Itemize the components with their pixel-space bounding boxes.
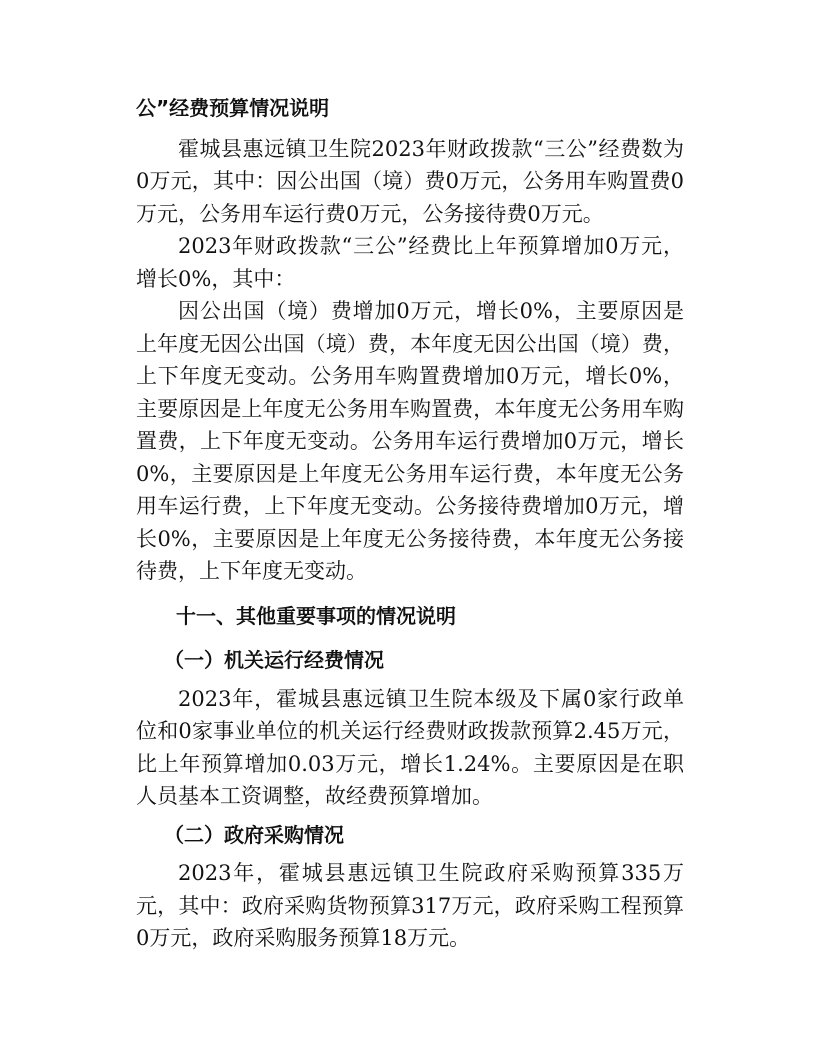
paragraph-three-public-breakdown: 因公出国（境）费增加0万元，增长0%，主要原因是上年度无因公出国（境）费，本年度无因公出国（境）费，上下年度无变动。公务用车购置费增加0万元，增长0%，主要原因是上年度无公务用车购置费，本年度无公务用车购置费，上下年度无变动。公务用车运行费增加0万元，增长0%，主要原因是上年度无公务用车运行费，本年度无公务用车运行费，上下年度无变动。公务接待费增加0万元，增长0%，主要原因是上年度无公务接待费，本年度无公务接待费，上下年度无变动。	[136, 299, 684, 583]
paragraph-three-public-change: 2023年财政拨款“三公”经费比上年预算增加0万元，增长0%，其中：	[136, 234, 684, 291]
subsection-heading-operating-funds: （一）机关运行经费情况	[164, 648, 384, 672]
continued-section-heading: 公”经费预算情况说明	[136, 96, 330, 120]
section-heading-other-matters: 十一、其他重要事项的情况说明	[176, 603, 456, 628]
paragraph-operating-funds: 2023年，霍城县惠远镇卫生院本级及下属0家行政单位和0家事业单位的机关运行经费财政拨款预算2.45万元，比上年预算增加0.03万元，增长1.24%。主要原因是在职人员基本工资调整，故经费预算增加。	[136, 686, 684, 808]
document-body	[136, 92, 684, 955]
paragraph-three-public-total: 霍城县惠远镇卫生院2023年财政拨款“三公”经费数为0万元，其中：因公出国（境）费0万元，公务用车购置费0万元，公务用车运行费0万元，公务接待费0万元。	[136, 136, 684, 226]
subsection-heading-procurement: （二）政府采购情况	[164, 822, 344, 847]
paragraph-procurement: 2023年，霍城县惠远镇卫生院政府采购预算335万元，其中：政府采购货物预算317万元，政府采购工程预算0万元，政府采购服务预算18万元。	[136, 861, 684, 950]
